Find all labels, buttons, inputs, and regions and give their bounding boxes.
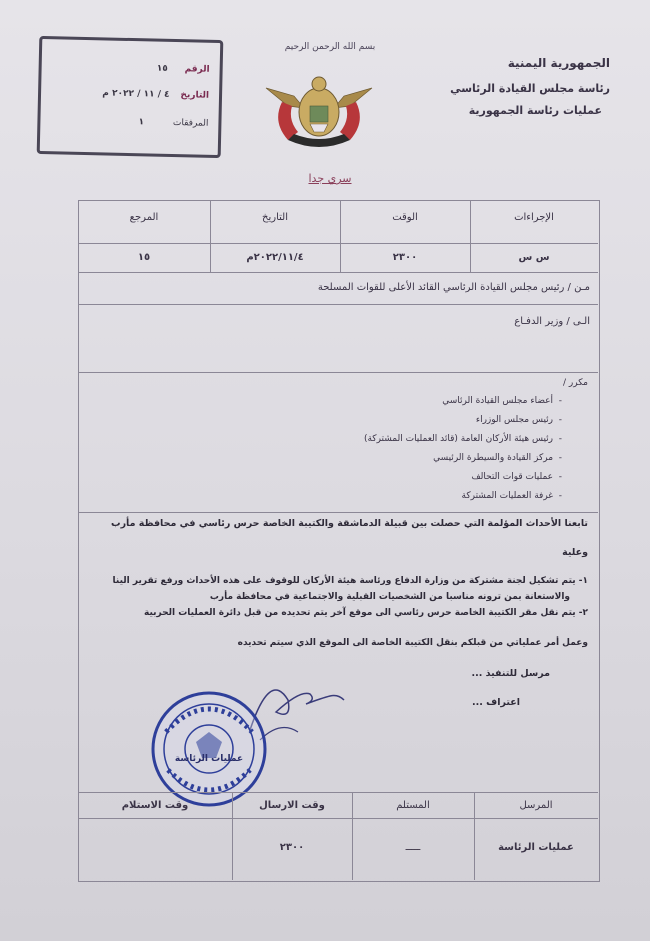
table-divider <box>78 792 598 793</box>
header-country: الجمهورية اليمنية <box>507 56 610 70</box>
from-line: مـن / رئيس مجلس القيادة الرئاسي القائد الأعلى للقوات المسلحة <box>317 282 590 293</box>
to-line: الـى / وزير الدفـاع <box>514 316 590 327</box>
body-paragraph: والاستعانة بمن ترونه مناسبا من الشخصيات القبلية والاجتماعية في محافظة مأرب <box>209 592 570 602</box>
header-date: التاريخ <box>262 212 288 223</box>
body-paragraph: مرسل للتنفيذ ... <box>471 668 550 679</box>
table-divider <box>78 243 598 244</box>
value-time: ٢٣٠٠ <box>392 252 418 263</box>
bottom-header-receive-time: وقت الاستلام <box>121 800 189 811</box>
cc-item: - رئيس مجلس الوزراء <box>475 415 562 425</box>
stamp-date-value: ٤ / ١١ / ٢٠٢٢ م <box>102 88 170 100</box>
classification-label: سري جدا <box>308 172 352 185</box>
body-paragraph: ٢- يتم نقل مقر الكتيبة الخاصة حرس رئاسي الى موقع آخر يتم تحديده من قبل دائرة العمليات الحربية <box>144 608 588 618</box>
value-procedures: س س <box>518 252 550 263</box>
body-paragraph: وعلية <box>562 547 588 558</box>
section-divider <box>78 512 598 513</box>
bottom-header-send-time: وقت الارسال <box>259 800 325 811</box>
cc-item: - أعضاء مجلس القيادة الرئاسي <box>442 396 562 406</box>
bottom-header-sender: المرسل <box>519 800 553 811</box>
value-date: ٢٠٢٢/١١/٤م <box>246 252 304 263</box>
stamp-attachments-value: ١ <box>138 117 145 128</box>
stamp-date-row <box>102 88 209 100</box>
body-paragraph: تابعنا الأحداث المؤلمة التي حصلت بين قبيلة الدماشقة والكتيبة الخاصة حرس رئاسي في محافظة مأرب <box>111 518 588 529</box>
header-council: رئاسة مجلس القيادة الرئاسي <box>450 82 610 95</box>
cc-item: - رئيس هيئة الأركان العامة (قائد العمليات المشتركة) <box>363 434 562 444</box>
cc-item-text: غرفة العمليات المشتركة <box>461 491 554 501</box>
stamp-attachments-label: المرفقات <box>172 117 209 129</box>
stamp-number-value: ١٥ <box>156 63 168 74</box>
bottom-value-receiver: ـــــ <box>405 842 421 853</box>
table-divider <box>78 818 598 819</box>
bottom-header-receiver: المستلم <box>396 800 430 811</box>
body-paragraph: وعمل أمر عملياتي من قبلكم بنقل الكتيبة الخاصة الى الموقع الذي سيتم تحديده <box>237 638 588 648</box>
cc-item-text: عمليات قوات التحالف <box>471 472 554 482</box>
yemen-emblem-icon <box>258 62 380 154</box>
body-paragraph: ١- يتم تشكيل لجنة مشتركة من وزارة الدفاع ورئاسة هيئة الأركان للوقوف على هذه الأحداث ورفع تقرير الينا <box>112 576 588 586</box>
cc-item: - عمليات قوات التحالف <box>471 472 562 482</box>
header-procedures: الإجراءات <box>514 212 554 223</box>
stamp-number-row <box>157 64 210 75</box>
table-divider <box>78 272 598 273</box>
section-divider <box>78 372 598 373</box>
cc-label: مكرر / <box>563 378 588 388</box>
header-reference: المرجع <box>129 212 159 223</box>
cc-item-text: مركز القيادة والسيطرة الرئيسي <box>433 453 554 463</box>
seal-label: عمليات الرئاسة <box>174 754 244 764</box>
bottom-value-sender: عمليات الرئاسة <box>498 842 574 853</box>
section-divider <box>78 304 598 305</box>
reference-stamp-box <box>37 36 224 158</box>
stamp-date-label: التاريخ <box>180 90 210 101</box>
body-paragraph: اعتراف ... <box>472 697 520 708</box>
bottom-value-send-time: ٢٣٠٠ <box>279 842 305 853</box>
cc-item: - غرفة العمليات المشتركة <box>461 491 562 501</box>
value-reference: ١٥ <box>137 252 151 263</box>
cc-item: - مركز القيادة والسيطرة الرئيسي <box>433 453 562 463</box>
stamp-attachments-row <box>138 117 208 129</box>
header-operations: عمليات رئاسة الجمهورية <box>468 104 602 117</box>
cc-item-text: رئيس مجلس الوزراء <box>475 415 554 425</box>
stamp-number-label: الرقم <box>184 64 210 75</box>
basmala: بسم الله الرحمن الرحيم <box>284 42 376 52</box>
header-time: الوقت <box>392 212 418 223</box>
cc-item-text: رئيس هيئة الأركان العامة (قائد العمليات المشتركة) <box>363 434 554 444</box>
cc-item-text: أعضاء مجلس القيادة الرئاسي <box>442 396 554 406</box>
